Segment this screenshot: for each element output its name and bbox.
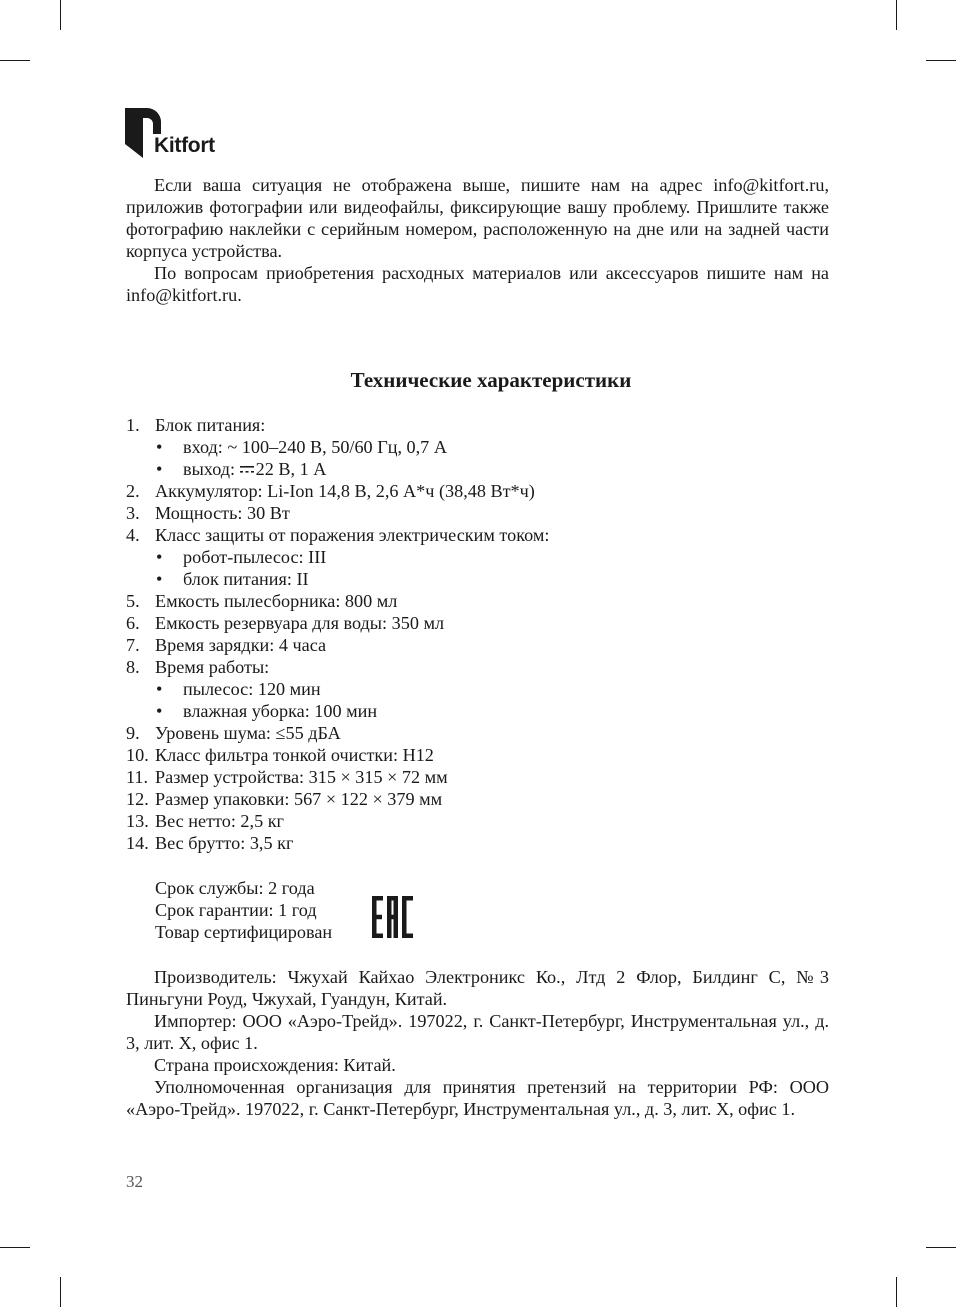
list-subitem: • пылесос: 120 мин: [156, 679, 321, 699]
list-item: 3. Мощность: 30 Вт: [126, 503, 290, 523]
authorized-org-paragraph: Уполномоченная организация для принятия претензий на территории РФ: ООО «Аэро-Трейд». 197022, г. Санкт-Петербург, Инструментальная ул., д. 3, лит. Х, офис 1.: [126, 1077, 829, 1119]
eac-mark-icon: [372, 896, 414, 938]
list-item: 9. Уровень шума: ≤55 дБА: [126, 723, 341, 743]
list-subitem: • вход: ~ 100–240 В, 50/60 Гц, 0,7 А: [156, 437, 447, 457]
list-item: 10. Класс фильтра тонкой очистки: H12: [126, 745, 434, 765]
manufacturer-paragraph: Производитель: Чжухай Кайхао Электроникс Ко., Лтд 2 Флор, Билдинг С, №3 Пиньгуни Роуд, Чжухай, Гуандун, Китай.: [126, 967, 829, 1009]
list-item: 6. Емкость резервуара для воды: 350 мл: [126, 613, 445, 633]
crop-mark: [60, 1277, 61, 1307]
specs-list: [126, 414, 826, 854]
list-item: 2. Аккумулятор: Li-Ion 14,8 В, 2,6 А*ч (38,48 Вт*ч): [126, 481, 535, 501]
intro-paragraph: Если ваша ситуация не отображена выше, пишите нам на адрес info@kitfort.ru, приложив фотографии или видеофайлы, фиксирующие вашу проблему. Пришлите также фотографию наклейки с серийным номером, расположенную на дне или на задней части корпуса устройства.: [126, 175, 829, 261]
crop-mark: [0, 1247, 30, 1248]
page-number: 32: [126, 1172, 143, 1191]
list-item: 11. Размер устройства: 315 × 315 × 72 мм: [126, 767, 448, 787]
list-item: 14. Вес брутто: 3,5 кг: [126, 833, 294, 853]
intro-paragraph: По вопросам приобретения расходных материалов или аксессуаров пишите нам на info@kitfort.ru.: [126, 263, 829, 305]
importer-paragraph: Импортер: ООО «Аэро-Трейд». 197022, г. Санкт-Петербург, Инструментальная ул., д. 3, лит. Х, офис 1.: [126, 1011, 829, 1053]
list-item: 4. Класс защиты от поражения электрическим током:: [126, 525, 550, 545]
origin-paragraph: Страна происхождения: Китай.: [154, 1055, 396, 1075]
warranty-period: Срок гарантии: 1 год: [155, 900, 317, 920]
list-item: 12. Размер упаковки: 567 × 122 × 379 мм: [126, 789, 443, 809]
list-item: 1. Блок питания:: [126, 415, 266, 435]
crop-mark: [926, 60, 956, 61]
list-subitem: • робот-пылесос: III: [156, 547, 327, 567]
list-item: 13. Вес нетто: 2,5 кг: [126, 811, 285, 831]
crop-mark: [60, 0, 61, 30]
crop-mark: [0, 60, 30, 61]
specs-title: Технические характеристики: [350, 368, 632, 392]
service-info: [155, 877, 332, 943]
list-subitem: • выход: 22 В, 1 А: [156, 459, 327, 479]
crop-mark: [896, 0, 897, 30]
crop-mark: [896, 1277, 897, 1307]
crop-mark: [926, 1247, 956, 1248]
list-item: 8. Время работы:: [126, 657, 270, 677]
certification-note: Товар сертифицирован: [155, 922, 333, 942]
list-item: 5. Емкость пылесборника: 800 мл: [126, 591, 398, 611]
list-subitem: • блок питания: II: [156, 569, 309, 589]
brand-name: Kitfort: [154, 134, 215, 157]
list-item: 7. Время зарядки: 4 часа: [126, 635, 327, 655]
dc-current-icon: [240, 465, 254, 474]
list-subitem: • влажная уборка: 100 мин: [156, 701, 378, 721]
service-life: Срок службы: 2 года: [155, 878, 315, 898]
